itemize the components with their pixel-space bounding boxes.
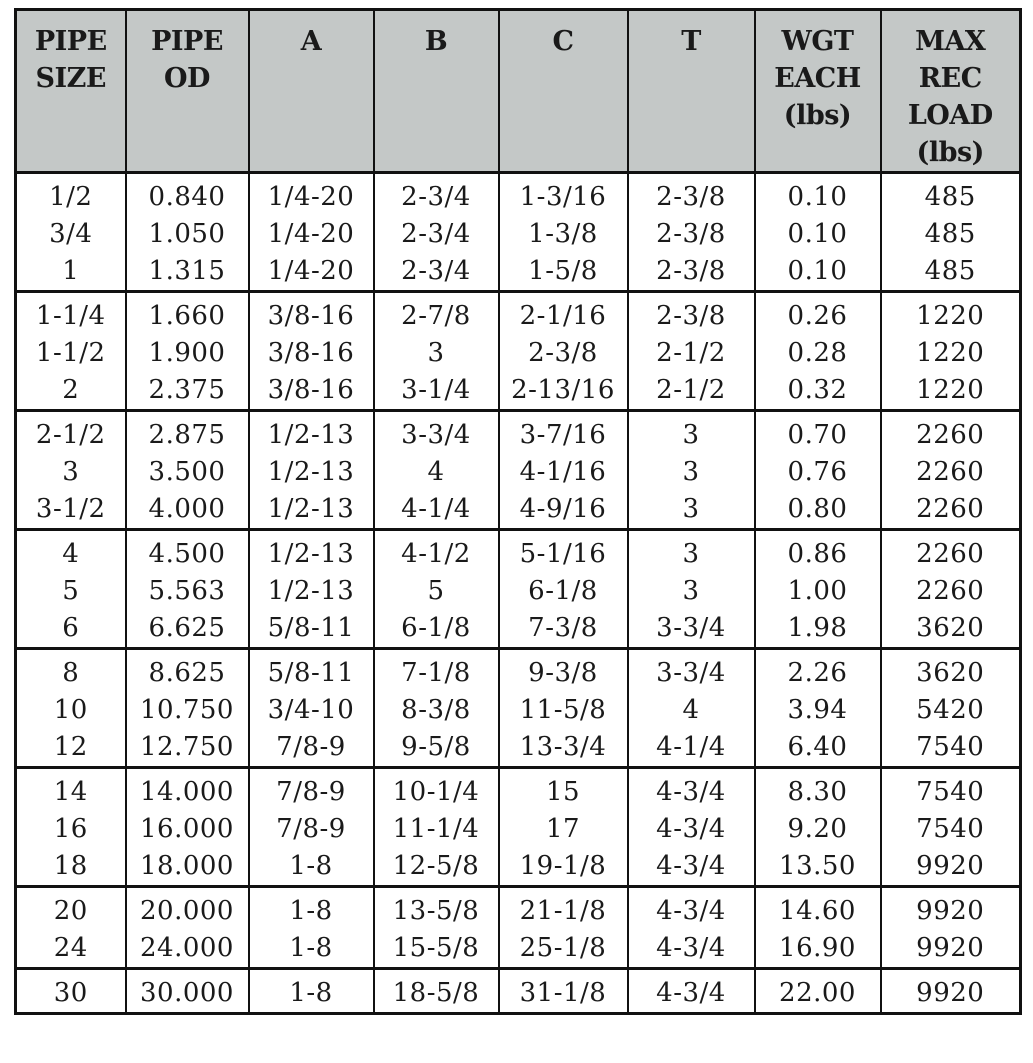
cell-value: 0.80: [787, 494, 848, 524]
cell-value: 1-5/8: [528, 256, 598, 286]
cell-value: 4-3/4: [656, 851, 726, 881]
cell-value: 0.10: [787, 256, 848, 286]
cell-value: 11-5/8: [519, 695, 607, 725]
cell-value: 1.050: [148, 219, 226, 249]
cell-value: 3620: [916, 613, 985, 643]
cell-value: 6.40: [787, 732, 848, 762]
cell-value: 4-1/4: [656, 732, 726, 762]
cell-value: 7/8-9: [276, 777, 346, 807]
row-group: [16, 969, 1021, 1014]
cell-value: 1/2-13: [267, 457, 355, 487]
cell-value: 2-3/8: [656, 219, 726, 249]
header-label: T: [681, 26, 701, 57]
cell-value: 1/2: [49, 182, 93, 212]
cell-max-rec-load: [881, 173, 1021, 292]
cell-value: 2260: [916, 576, 985, 606]
header-label: A: [300, 26, 322, 57]
cell-value: 3: [62, 457, 80, 487]
cell-value: 1.315: [148, 256, 226, 286]
cell-value: 7/8-9: [276, 814, 346, 844]
cell-value: 4-1/2: [401, 539, 471, 569]
cell-value: 3-3/4: [656, 613, 726, 643]
cell-value: 12-5/8: [392, 851, 480, 881]
cell-value: 2260: [916, 539, 985, 569]
cell-b: [374, 411, 499, 530]
cell-a: [249, 768, 374, 887]
cell-value: 1-8: [289, 933, 333, 963]
cell-t: [628, 173, 755, 292]
row-group: [16, 768, 1021, 887]
cell-c: [499, 649, 628, 768]
cell-value: 1-8: [289, 896, 333, 926]
cell-c: [499, 292, 628, 411]
cell-value: 2-1/2: [656, 338, 726, 368]
cell-value: 4-1/4: [401, 494, 471, 524]
cell-value: 5/8-11: [267, 613, 355, 643]
header-pipe-size: [16, 10, 126, 173]
cell-value: 6.625: [148, 613, 226, 643]
header-max-rec-load: [881, 10, 1021, 173]
cell-t: [628, 969, 755, 1014]
cell-pipe-size: [16, 173, 126, 292]
cell-value: 3-7/16: [519, 420, 607, 450]
cell-value: 1/2-13: [267, 420, 355, 450]
cell-pipe-size: [16, 969, 126, 1014]
cell-value: 4-1/16: [519, 457, 607, 487]
cell-value: 2.26: [787, 658, 848, 688]
cell-c: [499, 530, 628, 649]
cell-value: 12: [53, 732, 88, 762]
table-row: [16, 411, 1021, 530]
cell-value: 5.563: [148, 576, 226, 606]
cell-value: 3-1/4: [401, 375, 471, 405]
cell-value: 16.90: [779, 933, 856, 963]
cell-value: 20: [53, 896, 88, 926]
cell-value: 8.625: [148, 658, 226, 688]
cell-value: 13.50: [779, 851, 856, 881]
cell-value: 2260: [916, 494, 985, 524]
cell-value: 2-3/4: [401, 256, 471, 286]
cell-value: 2-3/8: [528, 338, 598, 368]
cell-value: 31-1/8: [519, 978, 607, 1008]
cell-weight-each: [755, 411, 881, 530]
header-label: MAX: [915, 26, 986, 57]
cell-value: 1-8: [289, 978, 333, 1008]
header-label: SIZE: [35, 63, 106, 94]
cell-value: 3/8-16: [267, 338, 355, 368]
cell-value: 0.86: [787, 539, 848, 569]
cell-a: [249, 292, 374, 411]
cell-value: 3-1/2: [35, 494, 106, 524]
cell-value: 25-1/8: [519, 933, 607, 963]
cell-value: 0.26: [787, 301, 848, 331]
cell-value: 1220: [916, 375, 985, 405]
cell-value: 2-3/4: [401, 182, 471, 212]
cell-value: 2260: [916, 420, 985, 450]
cell-value: 1-3/16: [519, 182, 607, 212]
cell-max-rec-load: [881, 887, 1021, 969]
cell-value: 1: [62, 256, 80, 286]
cell-a: [249, 173, 374, 292]
cell-value: 3-3/4: [656, 658, 726, 688]
table-row: [16, 292, 1021, 411]
cell-value: 2-1/16: [519, 301, 607, 331]
cell-value: 30: [53, 978, 88, 1008]
cell-value: 1/4-20: [267, 219, 355, 249]
header-label: PIPE: [34, 26, 107, 57]
cell-value: 5420: [916, 695, 985, 725]
cell-value: 21-1/8: [519, 896, 607, 926]
cell-value: 2260: [916, 457, 985, 487]
cell-weight-each: [755, 173, 881, 292]
cell-c: [499, 768, 628, 887]
cell-t: [628, 887, 755, 969]
row-group: [16, 292, 1021, 411]
header-label: OD: [164, 63, 210, 94]
cell-pipe-od: [126, 530, 249, 649]
header-a: [249, 10, 374, 173]
cell-pipe-od: [126, 969, 249, 1014]
header-label: WGT: [781, 26, 854, 57]
cell-value: 3-3/4: [401, 420, 471, 450]
cell-b: [374, 530, 499, 649]
cell-b: [374, 887, 499, 969]
cell-value: 4.500: [148, 539, 226, 569]
cell-value: 2-3/8: [656, 182, 726, 212]
cell-weight-each: [755, 768, 881, 887]
table-row: [16, 649, 1021, 768]
cell-value: 24.000: [140, 933, 234, 963]
cell-value: 4: [682, 695, 700, 725]
cell-value: 6-1/8: [528, 576, 598, 606]
cell-a: [249, 649, 374, 768]
header-row: [16, 10, 1021, 173]
cell-pipe-size: [16, 530, 126, 649]
cell-value: 4: [427, 457, 445, 487]
cell-value: 2-13/16: [511, 375, 615, 405]
cell-value: 1/2-13: [267, 576, 355, 606]
cell-value: 2-1/2: [656, 375, 726, 405]
cell-value: 1-3/8: [528, 219, 598, 249]
cell-c: [499, 173, 628, 292]
cell-value: 14.000: [140, 777, 234, 807]
cell-value: 2.875: [148, 420, 226, 450]
cell-pipe-od: [126, 887, 249, 969]
cell-weight-each: [755, 649, 881, 768]
cell-value: 3: [427, 338, 445, 368]
row-group: [16, 530, 1021, 649]
cell-value: 10: [53, 695, 88, 725]
cell-value: 20.000: [140, 896, 234, 926]
header-c: [499, 10, 628, 173]
cell-value: 4: [62, 539, 80, 569]
cell-value: 4-3/4: [656, 814, 726, 844]
cell-pipe-size: [16, 411, 126, 530]
cell-b: [374, 768, 499, 887]
cell-pipe-size: [16, 292, 126, 411]
cell-value: 11-1/4: [392, 814, 480, 844]
cell-pipe-od: [126, 411, 249, 530]
cell-b: [374, 649, 499, 768]
cell-value: 3: [682, 457, 700, 487]
cell-value: 1220: [916, 301, 985, 331]
cell-a: [249, 411, 374, 530]
cell-value: 4-3/4: [656, 777, 726, 807]
cell-pipe-od: [126, 292, 249, 411]
header-pipe-od: [126, 10, 249, 173]
cell-value: 1.660: [148, 301, 226, 331]
header-b: [374, 10, 499, 173]
cell-value: 17: [545, 814, 581, 844]
cell-value: 18: [53, 851, 88, 881]
row-group: [16, 173, 1021, 292]
cell-value: 4-3/4: [656, 978, 726, 1008]
cell-t: [628, 530, 755, 649]
cell-value: 2-3/8: [656, 301, 726, 331]
cell-b: [374, 173, 499, 292]
cell-value: 3/8-16: [267, 375, 355, 405]
cell-value: 2-3/8: [656, 256, 726, 286]
header-t: [628, 10, 755, 173]
cell-value: 9920: [916, 896, 985, 926]
cell-value: 14: [53, 777, 88, 807]
cell-value: 0.10: [787, 182, 848, 212]
cell-pipe-size: [16, 887, 126, 969]
table-row: [16, 969, 1021, 1014]
cell-value: 30.000: [140, 978, 234, 1008]
cell-value: 3.94: [787, 695, 848, 725]
cell-value: 5: [427, 576, 445, 606]
cell-weight-each: [755, 969, 881, 1014]
cell-value: 13-3/4: [519, 732, 607, 762]
cell-value: 9-3/8: [528, 658, 598, 688]
cell-pipe-size: [16, 768, 126, 887]
cell-pipe-od: [126, 173, 249, 292]
cell-value: 9920: [916, 851, 985, 881]
cell-value: 5-1/16: [519, 539, 607, 569]
cell-c: [499, 969, 628, 1014]
cell-value: 14.60: [779, 896, 856, 926]
cell-pipe-size: [16, 649, 126, 768]
cell-value: 9920: [916, 933, 985, 963]
cell-value: 1/4-20: [267, 256, 355, 286]
cell-value: 0.32: [787, 375, 848, 405]
cell-max-rec-load: [881, 411, 1021, 530]
cell-weight-each: [755, 530, 881, 649]
cell-value: 15: [545, 777, 581, 807]
header-label: B: [424, 26, 448, 57]
cell-pipe-od: [126, 768, 249, 887]
cell-value: 18-5/8: [392, 978, 480, 1008]
cell-t: [628, 768, 755, 887]
cell-value: 12.750: [140, 732, 234, 762]
cell-value: 3/4: [49, 219, 93, 249]
cell-value: 5: [62, 576, 80, 606]
cell-value: 4-3/4: [656, 896, 726, 926]
cell-value: 8: [62, 658, 80, 688]
cell-b: [374, 292, 499, 411]
cell-value: 24: [53, 933, 88, 963]
cell-value: 7540: [916, 732, 985, 762]
cell-value: 0.76: [787, 457, 848, 487]
cell-value: 1-1/2: [35, 338, 106, 368]
cell-value: 485: [924, 219, 976, 249]
table-row: [16, 530, 1021, 649]
cell-value: 16: [53, 814, 88, 844]
cell-t: [628, 649, 755, 768]
cell-max-rec-load: [881, 649, 1021, 768]
cell-value: 0.10: [787, 219, 848, 249]
cell-value: 485: [924, 256, 976, 286]
cell-value: 3.500: [148, 457, 226, 487]
header-label: C: [552, 26, 574, 57]
cell-max-rec-load: [881, 530, 1021, 649]
cell-value: 16.000: [140, 814, 234, 844]
cell-value: 3: [682, 420, 700, 450]
cell-t: [628, 411, 755, 530]
cell-value: 10-1/4: [392, 777, 480, 807]
table-row: [16, 173, 1021, 292]
cell-value: 0.28: [787, 338, 848, 368]
cell-value: 15-5/8: [392, 933, 480, 963]
cell-weight-each: [755, 887, 881, 969]
cell-value: 1.98: [787, 613, 848, 643]
cell-value: 485: [924, 182, 976, 212]
cell-value: 1.00: [787, 576, 848, 606]
cell-b: [374, 969, 499, 1014]
cell-value: 19-1/8: [519, 851, 607, 881]
cell-value: 3: [682, 539, 700, 569]
cell-value: 4.000: [148, 494, 226, 524]
cell-value: 6-1/8: [401, 613, 471, 643]
cell-value: 3620: [916, 658, 985, 688]
header-label: (lbs): [916, 137, 984, 168]
cell-max-rec-load: [881, 292, 1021, 411]
cell-value: 9.20: [787, 814, 848, 844]
cell-value: 1/4-20: [267, 182, 355, 212]
cell-value: 1/2-13: [267, 494, 355, 524]
cell-value: 2-7/8: [401, 301, 471, 331]
row-group: [16, 649, 1021, 768]
header-label: REC: [918, 63, 982, 94]
cell-value: 7540: [916, 777, 985, 807]
cell-value: 7-3/8: [528, 613, 598, 643]
cell-max-rec-load: [881, 969, 1021, 1014]
header-label: LOAD: [907, 100, 993, 131]
cell-value: 6: [62, 613, 80, 643]
cell-value: 8-3/8: [401, 695, 471, 725]
header-label: EACH: [774, 63, 861, 94]
cell-pipe-od: [126, 649, 249, 768]
header-label: PIPE: [151, 26, 223, 57]
cell-c: [499, 411, 628, 530]
pipe-spec-table: [14, 8, 1022, 1015]
cell-value: 1-8: [289, 851, 333, 881]
cell-value: 4-3/4: [656, 933, 726, 963]
cell-value: 3: [682, 576, 700, 606]
row-group: [16, 887, 1021, 969]
cell-value: 9920: [916, 978, 985, 1008]
cell-value: 7540: [916, 814, 985, 844]
cell-value: 10.750: [140, 695, 234, 725]
cell-value: 0.840: [148, 182, 226, 212]
cell-value: 3/8-16: [267, 301, 355, 331]
cell-value: 2-1/2: [35, 420, 106, 450]
cell-value: 3: [682, 494, 700, 524]
cell-value: 1-1/4: [35, 301, 106, 331]
cell-value: 8.30: [787, 777, 848, 807]
cell-value: 4-9/16: [519, 494, 607, 524]
row-group: [16, 411, 1021, 530]
cell-value: 1.900: [148, 338, 226, 368]
cell-max-rec-load: [881, 768, 1021, 887]
cell-a: [249, 887, 374, 969]
cell-value: 7-1/8: [401, 658, 471, 688]
cell-value: 9-5/8: [401, 732, 471, 762]
table-row: [16, 887, 1021, 969]
cell-value: 2.375: [148, 375, 226, 405]
cell-value: 2-3/4: [401, 219, 471, 249]
cell-value: 22.00: [779, 978, 856, 1008]
cell-value: 13-5/8: [392, 896, 480, 926]
table-row: [16, 768, 1021, 887]
header-weight-each: [755, 10, 881, 173]
cell-value: 3/4-10: [267, 695, 355, 725]
cell-value: 0.70: [787, 420, 848, 450]
cell-value: 5/8-11: [267, 658, 355, 688]
header-label: (lbs): [783, 100, 852, 131]
cell-value: 1/2-13: [267, 539, 355, 569]
cell-value: 7/8-9: [276, 732, 346, 762]
cell-weight-each: [755, 292, 881, 411]
cell-a: [249, 530, 374, 649]
cell-value: 2: [62, 375, 80, 405]
cell-t: [628, 292, 755, 411]
cell-value: 18.000: [140, 851, 234, 881]
cell-value: 1220: [916, 338, 985, 368]
cell-a: [249, 969, 374, 1014]
cell-c: [499, 887, 628, 969]
